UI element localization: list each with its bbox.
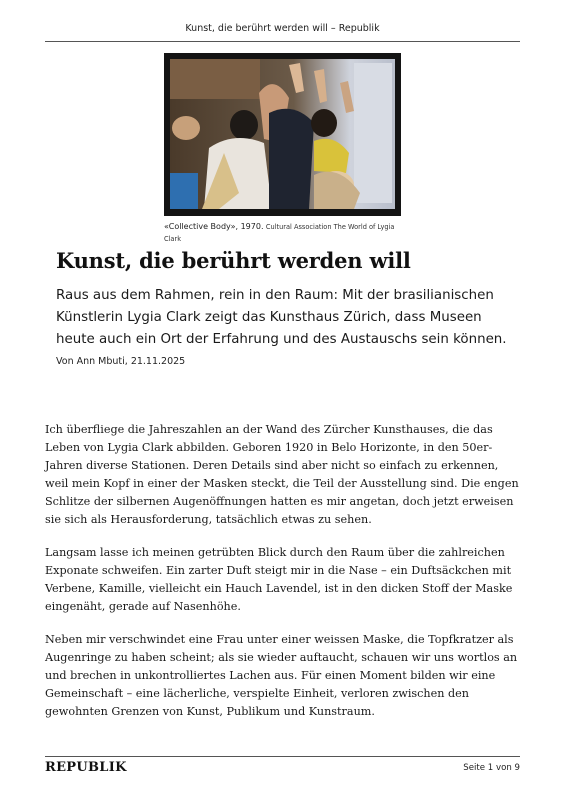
page-number: Seite 1 von 9: [463, 763, 520, 773]
page-footer: [45, 756, 520, 781]
article-title: Kunst, die berührt werden will: [56, 248, 411, 273]
caption-title: «Collective Body», 1970.: [164, 222, 264, 231]
body-paragraph: Langsam lasse ich meinen getrübten Blick durch den Raum über die zahlreichen Exponate schweifen. Ein zarter Duft steigt mir in die Nase – ein Duftsäckchen mit Verbene, Kamille, vielleicht ein Hauch Lavendel, ist in den dicken Stoff der Maske eingenäht, gerade auf Nasenhöhe.: [45, 546, 513, 613]
photo-caption: [164, 221, 401, 245]
republik-logo: REPUBLIK: [45, 760, 127, 775]
running-header-title: Kunst, die berührt werden will – Republik: [185, 23, 380, 34]
body-paragraph: Ich überfliege die Jahreszahlen an der Wand des Zürcher Kunsthauses, die das Leben von Lygia Clark abbilden. Geboren 1920 in Belo Horizonte, in den 50er-Jahren diverse Stationen. Deren Details sind aber nicht so einfach zu erkennen, weil mein Kopf in einer der Masken steckt, die Teil der Ausstellung sind. Die engen Schlitze der silbernen Augenöffnungen hatten es mir angetan, doch jetzt erweisen sie sich als Herausforderung, tatsächlich etwas zu sehen.: [45, 423, 519, 526]
caption-credit: Cultural Association The World of Lygia Clark: [164, 223, 395, 243]
article-body: [45, 421, 520, 736]
article-lead: Raus aus dem Rahmen, rein in den Raum: Mit der brasilianischen Künstlerin Lygia Clark zeigt das Kunsthaus Zürich, dass Museen heute auch ein Ort der Erfahrung und des Austauschs sein können.: [56, 288, 507, 347]
article-byline: Von Ann Mbuti, 21.11.2025: [56, 356, 186, 367]
running-header: [45, 20, 520, 42]
collective-body-photo: [164, 53, 401, 216]
body-paragraph: Neben mir verschwindet eine Frau unter einer weissen Maske, die Topfkratzer als Augenringe zu haben scheint; als sie wieder auftaucht, schauen wir uns wortlos an und brechen in unkontrolliertes Lachen aus. Für einen Moment bilden wir eine Gemeinschaft – eine lächerliche, verspielte Einheit, verloren zwischen den gewohnten Grenzen von Kunst, Publikum und Kunstraum.: [45, 633, 518, 718]
article-photo: [164, 53, 401, 216]
